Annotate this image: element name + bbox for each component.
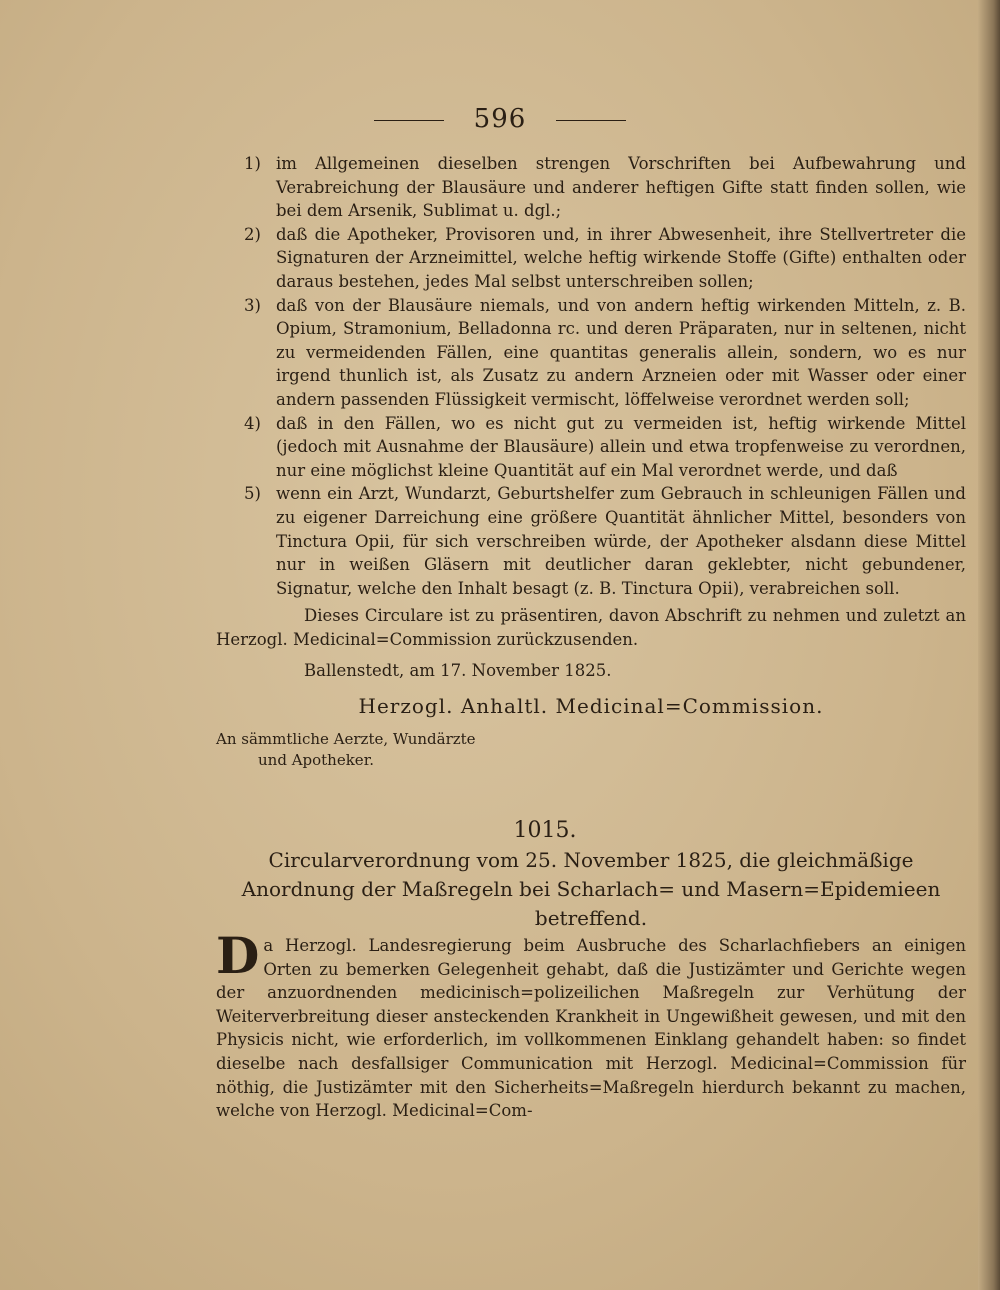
header-rule-right xyxy=(556,120,626,121)
page-edge xyxy=(978,0,1000,1290)
list-item-number: 1) xyxy=(244,154,261,173)
signature: Herzogl. Anhaltl. Medicinal=Commission. xyxy=(358,694,824,719)
list-item xyxy=(216,294,966,412)
list-item xyxy=(216,223,966,294)
numbered-list xyxy=(216,152,966,771)
drop-cap: D xyxy=(216,926,260,985)
body-text: a Herzogl. Landesregierung beim Ausbruche des Scharlachfiebers an einigen Orten zu bemerken Gelegenheit gehabt, daß die Justizämter und Gerichte wegen der anzuordnenden medicinisch=polizeilichen Maßregeln zur Verhütung der Weiterverbreitung dieser ansteckenden Krankheit in Ungewißheit gewesen, und mit den Physicis nicht, wie erforderlich, im vollkommenen Einklang gehandelt haben: so findet dieselbe nach desfallsiger Communication mit Herzogl. Medicinal=Commission für nöthig, die Justizämter mit den Sicherheits=Maßregeln hierdurch bekannt zu machen, welche von Herzogl. Medicinal=Com- xyxy=(216,936,966,1121)
list-item-text: wenn ein Arzt, Wundarzt, Geburtshelfer zum Gebrauch in schleunigen Fällen und zu eigener Darreichung eine größere Quantität ähnlicher Mittel, besonders von Tinctura Opii, für sich verschreiben würde, der Apotheker alsdann diese Mittel nur in weißen Gläsern mit deutlicher daran geklebter, nicht gebundener, Signatur, welche den Inhalt besagt (z. B. Tinctura Opii), verabreichen soll. xyxy=(276,484,966,598)
list-item-number: 4) xyxy=(244,413,261,433)
body-paragraph xyxy=(216,926,966,1123)
place-date: Ballenstedt, am 17. November 1825. xyxy=(304,661,612,681)
page-number: 596 xyxy=(473,104,527,134)
addressee xyxy=(216,729,966,771)
list-item-text: daß von der Blausäure niemals, und von andern heftig wirkenden Mitteln, z. B. Opium, Stramonium, Belladonna rc. und deren Präparaten, nur in seltenen, nicht zu vermeidenden Fällen, eine quantitas generalis allein, sondern, wo es nur irgend thunlich ist, als Zusatz zu andern Arzneien oder mit Wasser oder einer andern passenden Flüssigkeit vermischt, löffelweise verordnet werden soll; xyxy=(276,295,966,409)
addressee-line: An sämmtliche Aerzte, Wundärzte xyxy=(216,729,476,748)
list-item xyxy=(216,152,966,223)
list-item-text: im Allgemeinen dieselben strengen Vorschriften bei Aufbewahrung und Verabreichung der Blausäure und anderer heftigen Gifte statt finden sollen, wie bei dem Arsenik, Sublimat u. dgl.; xyxy=(276,154,966,221)
section-title: Circularverordnung vom 25. November 1825, die gleichmäßige Anordnung der Maßregeln bei Scharlach= und Masern=Epidemieen betreffend. xyxy=(241,848,941,930)
section-number: 1015. xyxy=(513,818,577,843)
list-item-number: 3) xyxy=(244,295,261,315)
list-item xyxy=(216,412,966,483)
list-item xyxy=(216,482,966,600)
list-item-number: 2) xyxy=(244,224,261,244)
page-header xyxy=(0,104,1000,134)
list-item-number: 5) xyxy=(244,484,261,504)
header-rule-left xyxy=(374,120,444,121)
list-item-text: daß die Apotheker, Provisoren und, in ihrer Abwesenheit, ihre Stellvertreter die Signaturen der Arzneimittel, welche heftig wirkende Stoffe (Gifte) enthalten oder daraus bestehen, jedes Mal selbst unterschreiben sollen; xyxy=(276,224,966,291)
closing-paragraph: Dieses Circulare ist zu präsentiren, davon Abschrift zu nehmen und zuletzt an Herzogl. Medicinal=Commission zurückzusenden. xyxy=(216,606,966,649)
list-item-text: daß in den Fällen, wo es nicht gut zu vermeiden ist, heftig wirkende Mittel (jedoch mit Ausnahme der Blausäure) allein und etwa tropfenweise zu verordnen, nur eine möglichst kleine Quantität auf ein Mal verordnet werde, und daß xyxy=(276,413,966,480)
addressee-line: und Apotheker. xyxy=(258,750,374,769)
